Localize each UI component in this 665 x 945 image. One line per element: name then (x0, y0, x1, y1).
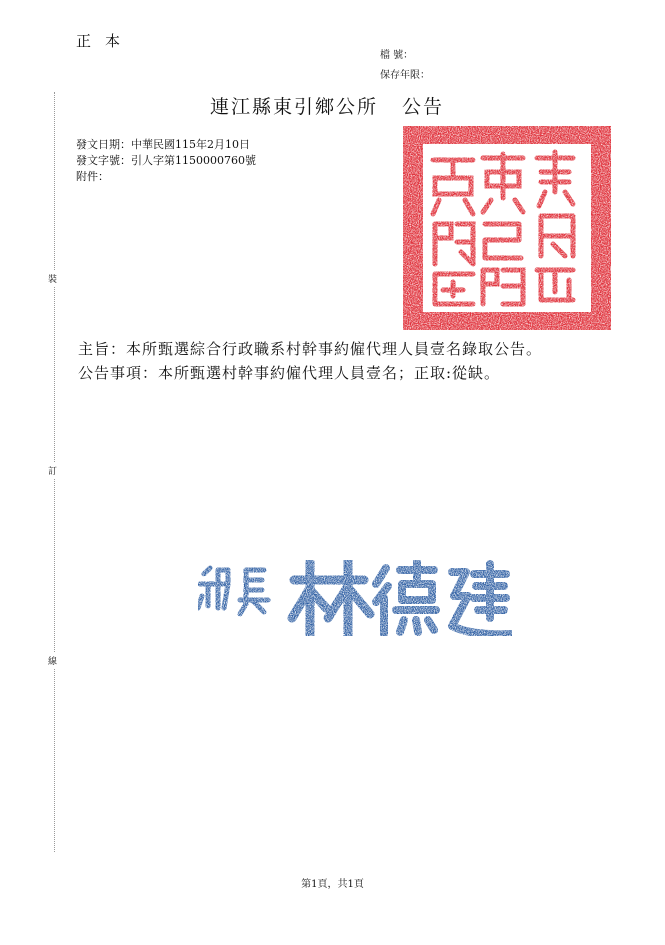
agency-name: 連江縣東引鄉公所 (210, 96, 379, 118)
document-title (210, 92, 444, 119)
issue-date: 發文日期：中華民國115年2月10日 (76, 138, 250, 151)
copy-type-label: 正本 (76, 32, 135, 50)
announcement-items: 公告事項：本所甄選村幹事約僱代理人員壹名；正取:從缺。 (78, 364, 501, 382)
binding-mark-middle: 訂 (48, 462, 57, 479)
binding-mark-bottom: 線 (48, 652, 57, 669)
attachment-label: 附件： (76, 170, 109, 183)
official-seal-stamp (395, 120, 617, 336)
retention-period-text: 保存年限： (380, 70, 430, 81)
document-type: 公告 (402, 96, 445, 118)
retention-period-label (380, 66, 430, 81)
reference-number: 發文字號：引人字第1150000760號 (76, 154, 256, 167)
subject-line: 主旨：本所甄選綜合行政職系村幹事約僱代理人員壹名錄取公告。 (78, 340, 543, 358)
page-number: 第1頁，共1頁 (301, 879, 364, 890)
binding-mark-top: 裝 (48, 270, 57, 287)
file-number-text: 檔 號： (380, 50, 414, 61)
director-signature (190, 540, 520, 650)
file-number-label (380, 46, 428, 61)
